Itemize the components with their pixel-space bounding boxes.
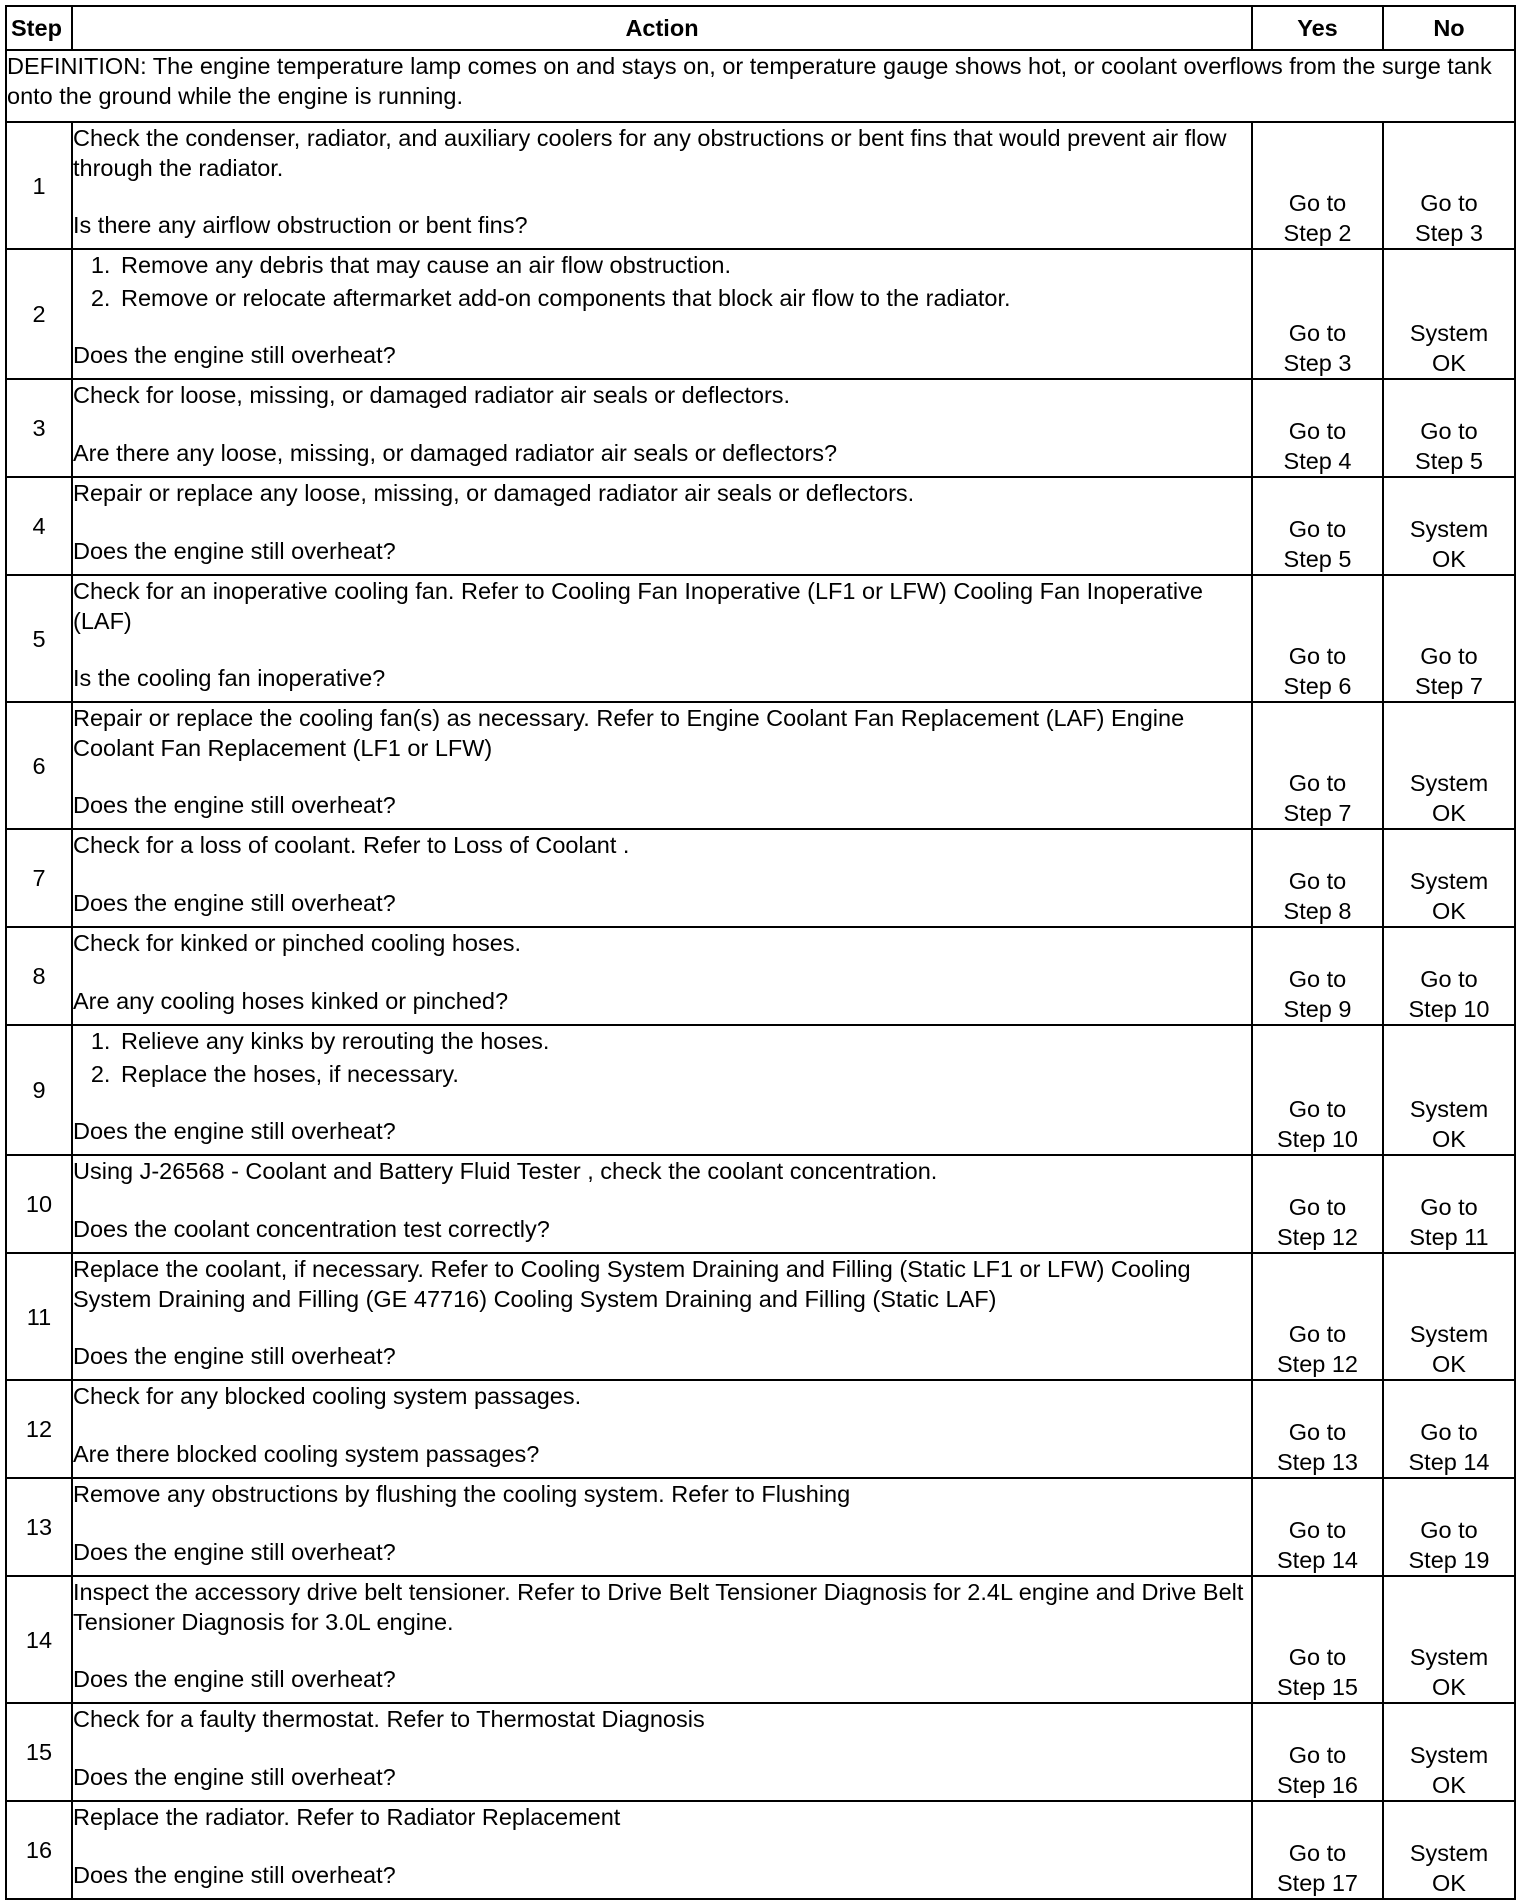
result-no-line: Step 7: [1415, 673, 1483, 699]
result-no-line: Go to: [1420, 1517, 1478, 1543]
definition-text: DEFINITION: The engine temperature lamp comes on and stays on, or temperature gauge shows hot, or coolant overflows from the surge tank onto the ground while the engine is running.: [6, 50, 1515, 122]
instruction-text: Replace the radiator. Refer to Radiator Replacement: [73, 1804, 621, 1830]
step-instruction: [73, 830, 1251, 860]
step-action: [72, 702, 1252, 829]
result-yes: [1252, 829, 1383, 927]
table-row: [6, 1155, 1515, 1253]
table-body: [6, 50, 1515, 1899]
table-row: [6, 1380, 1515, 1478]
result-no-line: System: [1409, 1644, 1489, 1670]
result-yes-line: Step 9: [1283, 996, 1352, 1022]
result-no-line: Go to: [1420, 190, 1478, 216]
result-no-line: OK: [1432, 1126, 1466, 1152]
step-action: [72, 1478, 1252, 1576]
table-row: [6, 1478, 1515, 1576]
result-yes-line: Step 14: [1276, 1547, 1358, 1573]
step-number: 4: [6, 477, 72, 575]
result-no-line: Step 3: [1415, 220, 1483, 246]
instruction-text: Inspect the accessory drive belt tensioner. Refer to Drive Belt Tensioner Diagnosis for 2.4L engine and Drive Belt Tensioner Diagnosis for 3.0L engine.: [73, 1579, 1244, 1635]
step-number: 6: [6, 702, 72, 829]
result-yes-line: Step 6: [1283, 673, 1352, 699]
step-question: Does the engine still overheat?: [73, 1862, 396, 1888]
step-question: Are there any loose, missing, or damaged radiator air seals or deflectors?: [73, 440, 838, 466]
result-no: [1383, 829, 1515, 927]
instruction-text: Remove any obstructions by flushing the cooling system. Refer to Flushing: [73, 1481, 851, 1507]
instruction-list-item: 2. Remove or relocate aftermarket add-on components that block air flow to the radiator.: [117, 283, 1251, 313]
step-number: 9: [6, 1025, 72, 1155]
result-yes-line: Step 17: [1276, 1870, 1358, 1896]
step-instruction: [73, 1577, 1251, 1637]
result-yes-line: Go to: [1288, 643, 1347, 669]
step-question: Does the engine still overheat?: [73, 1118, 396, 1144]
step-instruction: [73, 380, 1251, 410]
result-no-line: Step 14: [1408, 1449, 1490, 1475]
result-yes: [1252, 122, 1383, 249]
result-yes-line: Go to: [1288, 1194, 1347, 1220]
diagnostic-sheet: [5, 5, 1514, 1900]
step-number: 2: [6, 249, 72, 379]
step-question: Does the engine still overheat?: [73, 792, 396, 818]
instruction-list-item: 1. Relieve any kinks by rerouting the hoses.: [117, 1026, 1251, 1056]
header-yes: Yes: [1252, 6, 1383, 50]
result-yes: [1252, 575, 1383, 702]
result-yes: [1252, 1478, 1383, 1576]
instruction-text: Check for an inoperative cooling fan. Refer to Cooling Fan Inoperative (LF1 or LFW) Cooling Fan Inoperative (LAF): [73, 578, 1203, 634]
result-no: [1383, 1253, 1515, 1380]
instruction-text: Check for any blocked cooling system passages.: [73, 1383, 582, 1409]
table-row: [6, 927, 1515, 1025]
step-question: Is there any airflow obstruction or bent fins?: [73, 212, 528, 238]
result-no: [1383, 122, 1515, 249]
instruction-text: Check for a loss of coolant. Refer to Loss of Coolant .: [73, 832, 630, 858]
instruction-list-item: 2. Replace the hoses, if necessary.: [117, 1059, 1251, 1089]
result-no-line: OK: [1432, 1870, 1466, 1896]
result-yes-line: Step 2: [1283, 220, 1352, 246]
step-instruction: [73, 250, 1251, 316]
result-no-line: Go to: [1420, 966, 1478, 992]
result-yes-line: Go to: [1288, 966, 1347, 992]
result-yes-line: Step 8: [1283, 898, 1352, 924]
step-instruction: [73, 1156, 1251, 1186]
result-no-line: OK: [1432, 898, 1466, 924]
result-no-line: Step 11: [1409, 1224, 1489, 1250]
result-yes-line: Go to: [1288, 1517, 1347, 1543]
result-no: [1383, 1703, 1515, 1801]
result-no: [1383, 477, 1515, 575]
instruction-text: Using J-26568 - Coolant and Battery Fluid Tester , check the coolant concentration.: [73, 1158, 938, 1184]
step-question: Does the engine still overheat?: [73, 890, 396, 916]
step-instruction: [73, 576, 1251, 636]
step-action: [72, 1703, 1252, 1801]
instruction-text: Repair or replace the cooling fan(s) as necessary. Refer to Engine Coolant Fan Replacement (LAF) Engine Coolant Fan Replacement (LF1 or LFW): [73, 705, 1185, 761]
result-yes: [1252, 927, 1383, 1025]
result-yes-line: Step 10: [1276, 1126, 1358, 1152]
result-yes-line: Step 12: [1276, 1351, 1358, 1377]
step-question: Does the engine still overheat?: [73, 342, 396, 368]
result-yes: [1252, 1025, 1383, 1155]
step-question: Does the engine still overheat?: [73, 538, 396, 564]
step-instruction: [73, 928, 1251, 958]
result-no-line: OK: [1432, 546, 1466, 572]
result-no-line: System: [1409, 770, 1489, 796]
result-no-line: OK: [1432, 1772, 1466, 1798]
step-action: [72, 477, 1252, 575]
result-no-line: OK: [1432, 350, 1466, 376]
table-row: [6, 1576, 1515, 1703]
result-yes-line: Step 7: [1283, 800, 1352, 826]
definition-row: [6, 50, 1515, 122]
result-no-line: System: [1409, 1096, 1489, 1122]
result-no-line: System: [1409, 1742, 1489, 1768]
result-no: [1383, 379, 1515, 477]
step-action: [72, 927, 1252, 1025]
step-question: Are any cooling hoses kinked or pinched?: [73, 988, 509, 1014]
result-no: [1383, 1380, 1515, 1478]
step-number: 3: [6, 379, 72, 477]
header-step: Step: [6, 6, 72, 50]
table-row: [6, 122, 1515, 249]
diagnostic-table: [5, 5, 1516, 1900]
result-yes: [1252, 702, 1383, 829]
result-no: [1383, 702, 1515, 829]
result-no: [1383, 927, 1515, 1025]
result-no-line: Step 5: [1415, 448, 1483, 474]
result-yes: [1252, 477, 1383, 575]
step-question: Does the engine still overheat?: [73, 1764, 396, 1790]
result-yes-line: Go to: [1288, 1096, 1347, 1122]
table-row: [6, 249, 1515, 379]
instruction-text: Replace the coolant, if necessary. Refer to Cooling System Draining and Filling (Static LF1 or LFW) Cooling System Draining and Filling (GE 47716) Cooling System Draining and Filling (Static LAF): [73, 1256, 1191, 1312]
step-number: 10: [6, 1155, 72, 1253]
result-yes-line: Step 16: [1276, 1772, 1358, 1798]
step-instruction: [73, 1026, 1251, 1092]
result-no-line: OK: [1432, 800, 1466, 826]
result-yes: [1252, 1155, 1383, 1253]
step-question: Does the engine still overheat?: [73, 1343, 396, 1369]
step-question: Does the coolant concentration test correctly?: [73, 1216, 550, 1242]
result-yes-line: Go to: [1288, 1644, 1347, 1670]
step-action: [72, 1801, 1252, 1899]
step-action: [72, 575, 1252, 702]
table-row: [6, 1801, 1515, 1899]
result-yes-line: Step 4: [1283, 448, 1352, 474]
result-no: [1383, 1155, 1515, 1253]
step-instruction: [73, 1479, 1251, 1509]
instruction-text: Check for a faulty thermostat. Refer to Thermostat Diagnosis: [73, 1706, 705, 1732]
step-number: 12: [6, 1380, 72, 1478]
instruction-text: Check the condenser, radiator, and auxiliary coolers for any obstructions or bent fins that would prevent air flow through the radiator.: [73, 125, 1227, 181]
result-no: [1383, 1576, 1515, 1703]
step-question: Are there blocked cooling system passages?: [73, 1441, 540, 1467]
result-no-line: Go to: [1420, 418, 1478, 444]
step-question: Does the engine still overheat?: [73, 1539, 396, 1565]
result-no: [1383, 575, 1515, 702]
result-no-line: Step 10: [1408, 996, 1490, 1022]
step-question: Does the engine still overheat?: [73, 1666, 396, 1692]
instruction-text: Check for loose, missing, or damaged radiator air seals or deflectors.: [73, 382, 791, 408]
table-row: [6, 575, 1515, 702]
step-instruction: [73, 1254, 1251, 1314]
step-number: 13: [6, 1478, 72, 1576]
result-yes-line: Go to: [1288, 418, 1347, 444]
instruction-text: Repair or replace any loose, missing, or damaged radiator air seals or deflectors.: [73, 480, 915, 506]
step-question: Is the cooling fan inoperative?: [73, 665, 386, 691]
step-instruction: [73, 478, 1251, 508]
result-yes-line: Go to: [1288, 516, 1347, 542]
result-no: [1383, 249, 1515, 379]
step-number: 7: [6, 829, 72, 927]
table-row: [6, 477, 1515, 575]
result-no-line: System: [1409, 516, 1489, 542]
step-action: [72, 1380, 1252, 1478]
step-action: [72, 1155, 1252, 1253]
result-no-line: System: [1409, 1840, 1489, 1866]
result-no-line: Go to: [1420, 1194, 1478, 1220]
result-no-line: Go to: [1420, 1419, 1478, 1445]
result-yes-line: Step 15: [1276, 1674, 1358, 1700]
result-no-line: System: [1409, 1321, 1489, 1347]
step-number: 5: [6, 575, 72, 702]
result-yes-line: Step 5: [1283, 546, 1352, 572]
step-action: [72, 1025, 1252, 1155]
step-instruction: [73, 703, 1251, 763]
instruction-list-item: 1. Remove any debris that may cause an air flow obstruction.: [117, 250, 1251, 280]
result-yes-line: Go to: [1288, 1321, 1347, 1347]
step-number: 8: [6, 927, 72, 1025]
result-yes-line: Go to: [1288, 1742, 1347, 1768]
instruction-text: Check for kinked or pinched cooling hoses.: [73, 930, 522, 956]
result-no-line: Step 19: [1408, 1547, 1490, 1573]
result-no-line: OK: [1432, 1351, 1466, 1377]
result-no-line: System: [1409, 320, 1489, 346]
step-instruction: [73, 1802, 1251, 1832]
result-yes-line: Go to: [1288, 770, 1347, 796]
result-yes-line: Step 13: [1276, 1449, 1358, 1475]
step-instruction: [73, 1704, 1251, 1734]
table-row: [6, 1253, 1515, 1380]
step-instruction: [73, 1381, 1251, 1411]
result-yes-line: Go to: [1288, 190, 1347, 216]
result-no: [1383, 1478, 1515, 1576]
step-number: 14: [6, 1576, 72, 1703]
step-action: [72, 1253, 1252, 1380]
result-yes: [1252, 1576, 1383, 1703]
result-yes: [1252, 1380, 1383, 1478]
result-yes-line: Step 12: [1276, 1224, 1358, 1250]
result-yes: [1252, 1253, 1383, 1380]
table-row: [6, 1703, 1515, 1801]
header-action: Action: [72, 6, 1252, 50]
step-action: [72, 829, 1252, 927]
step-instruction: [73, 123, 1251, 183]
result-no-line: System: [1409, 868, 1489, 894]
step-action: [72, 122, 1252, 249]
result-no-line: OK: [1432, 1674, 1466, 1700]
result-yes: [1252, 249, 1383, 379]
step-number: 1: [6, 122, 72, 249]
result-no-line: Go to: [1420, 643, 1478, 669]
result-yes: [1252, 1801, 1383, 1899]
table-row: [6, 829, 1515, 927]
step-action: [72, 1576, 1252, 1703]
result-yes-line: Go to: [1288, 320, 1347, 346]
result-no: [1383, 1801, 1515, 1899]
table-row: [6, 702, 1515, 829]
result-yes-line: Go to: [1288, 868, 1347, 894]
step-number: 11: [6, 1253, 72, 1380]
step-number: 15: [6, 1703, 72, 1801]
result-no: [1383, 1025, 1515, 1155]
result-yes: [1252, 379, 1383, 477]
result-yes: [1252, 1703, 1383, 1801]
table-row: [6, 379, 1515, 477]
step-action: [72, 379, 1252, 477]
step-action: [72, 249, 1252, 379]
header-row: [6, 6, 1515, 50]
table-row: [6, 1025, 1515, 1155]
header-no: No: [1383, 6, 1515, 50]
result-yes-line: Go to: [1288, 1840, 1347, 1866]
result-yes-line: Go to: [1288, 1419, 1347, 1445]
step-number: 16: [6, 1801, 72, 1899]
result-yes-line: Step 3: [1283, 350, 1352, 376]
